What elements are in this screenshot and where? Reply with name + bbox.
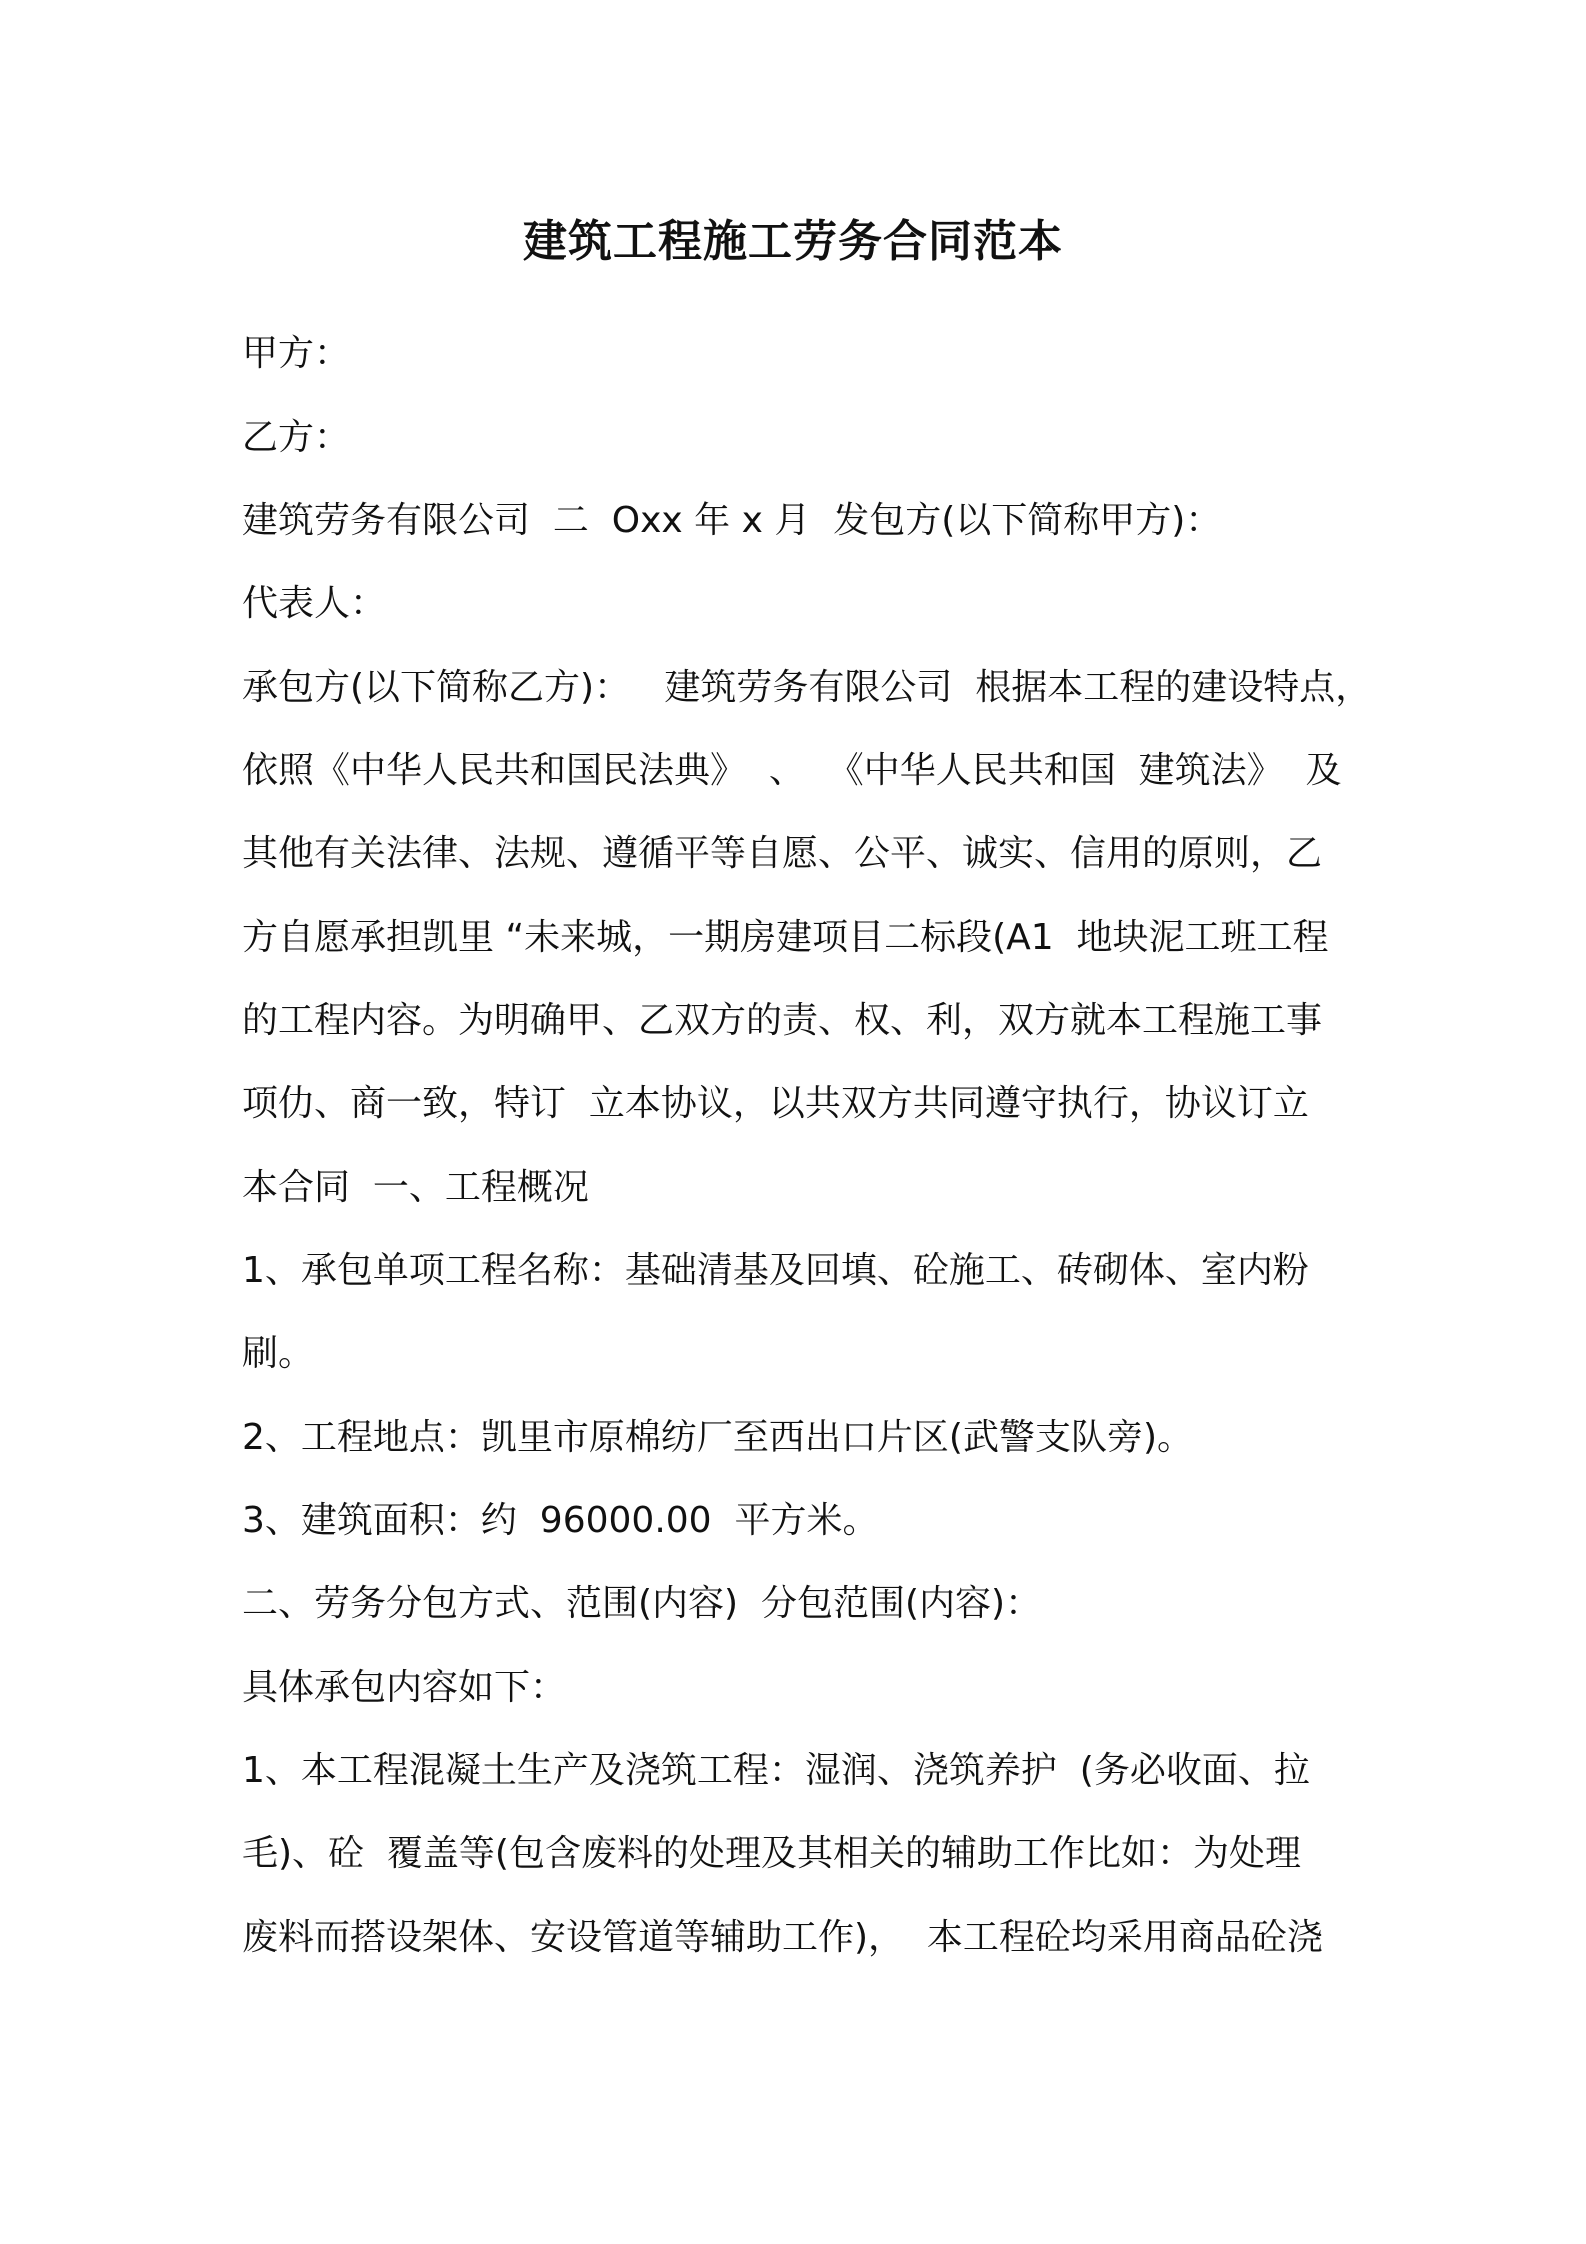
paragraph-line: 方自愿承担凯里 “未来城，一期房建项目二标段(A1 地块泥工班工程 [242, 917, 1329, 958]
list-item-line: 废料而搭设架体、安设管道等辅助工作)， 本工程砼均采用商品砼浇 [242, 1917, 1323, 1958]
document-title: 建筑工程施工劳务合同范本 [523, 216, 1063, 267]
section-heading-line: 二、劳务分包方式、范围(内容) 分包范围(内容)： [242, 1583, 1042, 1624]
party-b-line: 乙方： [242, 417, 351, 458]
paragraph-line: 其他有关法律、法规、遵循平等自愿、公平、诚实、信用的原则，乙 [242, 833, 1323, 874]
list-item-line: 2、工程地点：凯里市原棉纺厂至西出口片区(武警支队旁)。 [242, 1417, 1193, 1458]
list-item-line: 毛)、砼 覆盖等(包含废料的处理及其相关的辅助工作比如：为处理 [242, 1833, 1301, 1874]
section-heading-line: 本合同 一、工程概况 [242, 1167, 589, 1208]
paragraph-line: 项仂、商一致，特订 立本协议，以共双方共同遵守执行，协议订立 [242, 1083, 1309, 1124]
paragraph-line: 的工程内容。为明确甲、乙双方的责、权、利，双方就本工程施工事 [242, 1000, 1323, 1041]
paragraph-line: 依照《中华人民共和国民法典》 、 《中华人民共和国 建筑法》 及 [242, 750, 1342, 791]
contractor-date-line: 建筑劳务有限公司 二 Oxx 年 x 月 发包方(以下简称甲方)： [242, 500, 1222, 541]
party-a-line: 甲方： [242, 333, 351, 374]
list-item-line: 1、承包单项工程名称：基础清基及回填、砼施工、砖砌体、室内粉 [242, 1250, 1309, 1291]
paragraph-line: 承包方(以下简称乙方)： 建筑劳务有限公司 根据本工程的建设特点， [242, 667, 1372, 708]
list-item-line: 刷。 [242, 1333, 315, 1374]
list-item-line: 3、建筑面积：约 96000.00 平方米。 [242, 1500, 879, 1541]
paragraph-line: 具体承包内容如下： [242, 1667, 567, 1708]
list-item-line: 1、本工程混凝土生产及浇筑工程：湿润、浇筑养护 (务必收面、拉 [242, 1750, 1310, 1791]
representative-line: 代表人： [242, 583, 387, 624]
